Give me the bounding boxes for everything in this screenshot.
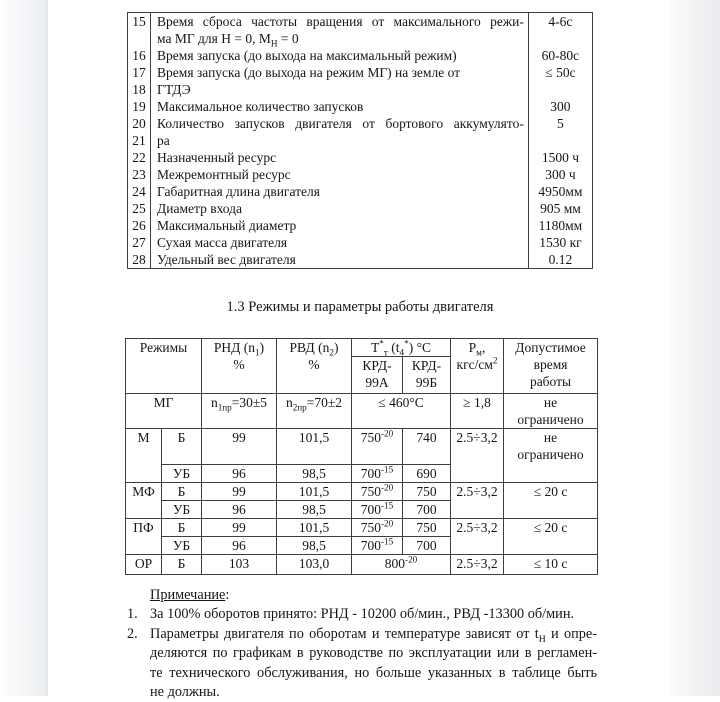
submode-cell: УБ — [162, 537, 202, 555]
row-text: ГТДЭ — [157, 82, 191, 97]
table-row — [128, 115, 593, 132]
note-line: деляются по графикам в руководстве по эксплуатации или в регламен- — [150, 645, 597, 662]
submode-cell: Б — [162, 519, 202, 537]
row-text: Сухая масса двигателя — [157, 235, 288, 250]
table-row — [128, 234, 593, 251]
mode-cell: М — [126, 429, 162, 483]
temp-krd99b-cell: 750 — [403, 483, 451, 501]
mode-cell: МФ — [126, 483, 162, 519]
row-or — [126, 555, 598, 575]
row-number: 21 — [128, 132, 151, 149]
row-value: 1180мм — [528, 217, 592, 234]
note-item-2 — [125, 625, 597, 702]
section-title: 1.3 Режимы и параметры работы двигателя — [226, 299, 494, 315]
temp-krd99b-cell: 700 — [403, 537, 451, 555]
row-number: 19 — [128, 98, 151, 115]
rvd-cell: 103,0 — [277, 555, 352, 575]
row-value — [528, 81, 592, 98]
pressure-cell: 2.5÷3,2 — [451, 555, 504, 575]
temp-krd99a-cell: $750^{-20}$ — [352, 483, 403, 501]
time-cell: не ограничено — [504, 429, 598, 483]
table-row — [128, 183, 593, 200]
table-row — [128, 132, 593, 149]
pressure-cell: 2.5÷3,2 — [451, 519, 504, 555]
note-line: Параметры двигателя по оборотам и температуре зависят от $t_Н$ и опре- — [150, 625, 597, 645]
mode-cell: ПФ — [126, 519, 162, 555]
row-value: 300 ч — [528, 166, 592, 183]
header-allowed-time: Допустимое время работы — [504, 339, 598, 394]
rnd-cell: 99 — [202, 483, 277, 501]
table-row — [128, 251, 593, 269]
row-m-b — [126, 429, 598, 465]
row-text: Межремонтный ресурс — [157, 167, 291, 182]
submode-cell: Б — [162, 483, 202, 501]
row-value: 300 — [528, 98, 592, 115]
header-pressure: $Р_м$, кгс/$см^2$ — [451, 339, 504, 394]
submode-cell: УБ — [162, 465, 202, 483]
header-rnd: РНД $(n_1)$ % — [202, 339, 277, 394]
submode-cell: Б — [162, 555, 202, 575]
table-row — [128, 149, 593, 166]
row-value: 0.12 — [528, 251, 592, 269]
temp-cell: ≤ 460°С — [352, 394, 451, 429]
time-cell: ≤ 10 с — [504, 555, 598, 575]
engine-spec-table — [127, 12, 593, 269]
header-krd-99a: КРД- 99А — [352, 357, 403, 394]
temp-krd99a-cell: $700^{-15}$ — [352, 537, 403, 555]
temp-krd99a-cell: $700^{-15}$ — [352, 501, 403, 519]
temp-krd99a-cell: $700^{-15}$ — [352, 465, 403, 483]
rvd-cell: 98,5 — [277, 501, 352, 519]
row-number: 16 — [128, 47, 151, 64]
row-value: 1500 ч — [528, 149, 592, 166]
row-value — [528, 30, 592, 47]
row-value: 60-80с — [528, 47, 592, 64]
rnd-cell: $n_{1пр}=30\pm 5$ — [202, 394, 277, 429]
row-number: 28 — [128, 251, 151, 269]
pressure-cell: 2.5÷3,2 — [451, 483, 504, 519]
notes-section — [125, 586, 597, 702]
row-value: 1530 кг — [528, 234, 592, 251]
row-text: Количество запусков двигателя от бортового аккумулято- — [157, 116, 524, 131]
table-row — [128, 81, 593, 98]
row-text: Время сброса частоты вращения от максимального режи- — [157, 14, 524, 29]
row-text: Назначенный ресурс — [157, 150, 277, 165]
header-row — [126, 339, 598, 357]
table-row — [128, 30, 593, 47]
table-row — [128, 47, 593, 64]
submode-cell: УБ — [162, 501, 202, 519]
time-cell: ≤ 20 с — [504, 483, 598, 519]
row-text: Время запуска (до выхода на режим МГ) на земле от — [157, 65, 461, 80]
time-cell: ≤ 20 с — [504, 519, 598, 555]
row-text: Максимальное количество запусков — [157, 99, 364, 114]
row-text: Время запуска (до выхода на максимальный режим) — [157, 48, 457, 63]
table-row — [128, 98, 593, 115]
row-number: 22 — [128, 149, 151, 166]
temp-krd99a-cell: $750^{-20}$ — [352, 429, 403, 465]
rnd-cell: 96 — [202, 501, 277, 519]
row-number: 25 — [128, 200, 151, 217]
pressure-cell: 2.5÷3,2 — [451, 429, 504, 483]
row-value — [528, 132, 592, 149]
temp-krd99b-cell: 700 — [403, 501, 451, 519]
row-number — [128, 30, 151, 47]
note-text: За 100% оборотов принято: РНД - 10200 об/мин., РВД -13300 об/мин. — [150, 606, 575, 623]
page-edge-right — [670, 0, 720, 696]
rvd-cell: 101,5 — [277, 483, 352, 501]
table-row — [128, 217, 593, 234]
row-number: 17 — [128, 64, 151, 81]
table-row — [128, 200, 593, 217]
row-value: 5 — [528, 115, 592, 132]
note-number: 2. — [127, 625, 138, 642]
temp-krd99b-cell: 690 — [403, 465, 451, 483]
row-number: 27 — [128, 234, 151, 251]
notes-heading — [150, 586, 597, 605]
row-mf-b — [126, 483, 598, 501]
mode-cell: ОР — [126, 555, 162, 575]
row-text: Диаметр входа — [157, 201, 243, 216]
row-number: 23 — [128, 166, 151, 183]
note-line: те технического обслуживания, но больше указанных в таблице быть — [150, 664, 597, 681]
row-text: Удельный вес двигателя — [157, 252, 296, 267]
rnd-cell: 96 — [202, 465, 277, 483]
temp-krd99a-cell: $750^{-20}$ — [352, 519, 403, 537]
note-item-1 — [125, 605, 597, 624]
rnd-cell: 96 — [202, 537, 277, 555]
row-number: 20 — [128, 115, 151, 132]
temp-krd99b-cell: 740 — [403, 429, 451, 465]
rvd-cell: 101,5 — [277, 519, 352, 537]
rnd-cell: 99 — [202, 519, 277, 537]
table-row — [128, 166, 593, 183]
row-number: 15 — [128, 13, 151, 31]
rvd-cell: 98,5 — [277, 465, 352, 483]
rnd-cell: 103 — [202, 555, 277, 575]
header-krd-99b: КРД- 99Б — [403, 357, 451, 394]
row-value: 4950мм — [528, 183, 592, 200]
notes-heading-word: Примечание — [150, 587, 226, 603]
temp-cell: $800^{-20}$ — [352, 555, 451, 575]
row-mg — [126, 394, 598, 429]
row-value: 905 мм — [528, 200, 592, 217]
temp-krd99b-cell: 750 — [403, 519, 451, 537]
row-number: 26 — [128, 217, 151, 234]
row-number: 24 — [128, 183, 151, 200]
row-text: Максимальный диаметр — [157, 218, 297, 233]
rvd-cell: 101,5 — [277, 429, 352, 465]
table-row — [128, 13, 593, 31]
row-number: 18 — [128, 81, 151, 98]
row-text: ра — [157, 133, 170, 148]
table-row — [128, 64, 593, 81]
notes-heading-colon: : — [225, 587, 230, 603]
pressure-cell: ≥ 1,8 — [451, 394, 504, 429]
row-pf-b — [126, 519, 598, 537]
page-edge-left — [0, 0, 48, 696]
time-cell: не ограничено — [504, 394, 598, 429]
mode-cell: МГ — [126, 394, 202, 429]
submode-cell: Б — [162, 429, 202, 465]
row-value: ≤ 50с — [528, 64, 592, 81]
note-number: 1. — [127, 606, 138, 623]
rvd-cell: $n_{2пр}=70\pm 2$ — [277, 394, 352, 429]
note-line: не должны. — [150, 684, 220, 701]
note-text — [150, 625, 597, 702]
row-text: ма МГ для Н = 0, $М_Н = 0$ — [157, 31, 299, 47]
modes-parameters-table — [125, 338, 598, 575]
rvd-cell: 98,5 — [277, 537, 352, 555]
header-regimes: Режимы — [126, 339, 202, 394]
header-rvd: РВД $(n_2)$ % — [277, 339, 352, 394]
rnd-cell: 99 — [202, 429, 277, 465]
header-temperature: $Т^*_т$ $(t_4^*)$ °С — [352, 339, 451, 357]
row-value: 4-6с — [528, 13, 592, 31]
row-text: Габаритная длина двигателя — [157, 184, 320, 199]
